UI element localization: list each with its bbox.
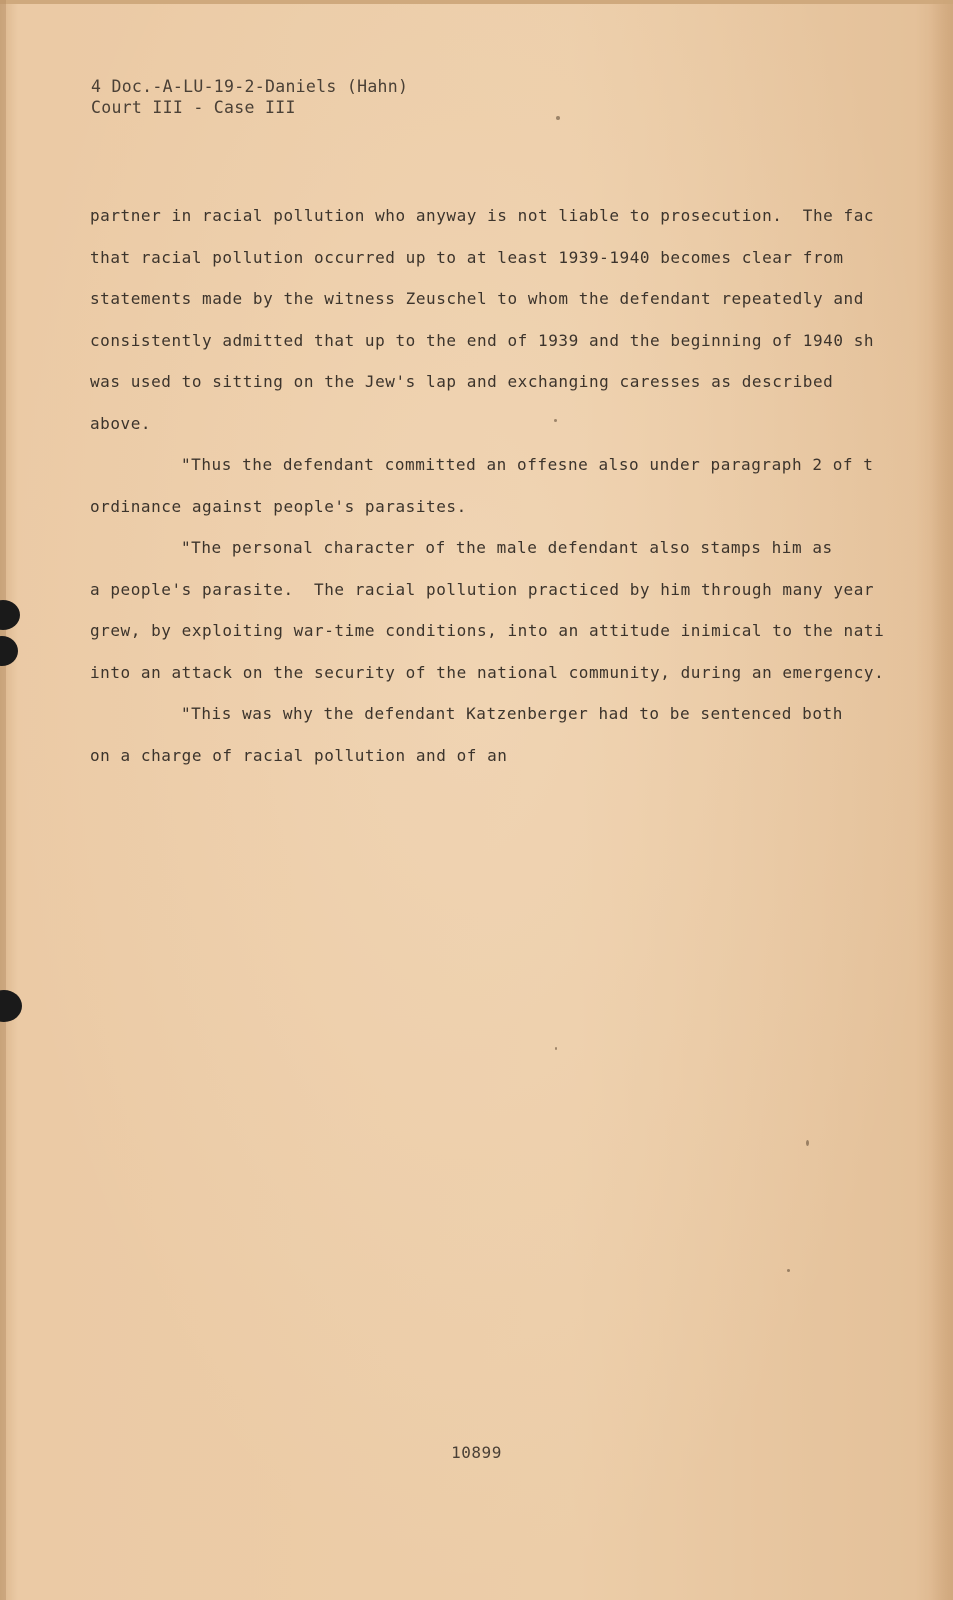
paper-top-edge [0,0,953,4]
paragraph [90,195,890,444]
text-line: "The personal character of the male defendant also stamps him as [181,538,833,557]
punch-hole-bottom [0,990,22,1022]
paper-speck [806,1140,809,1146]
page-number: 10899 [451,1443,502,1462]
text-line: consistently admitted that up to the end of 1939 and the beginning of 1940 sh [90,330,875,350]
paper-speck [787,1269,790,1272]
text-line: ordinance against people's parasites. [90,496,467,516]
paper-speck [556,116,560,120]
text-line: "This was why the defendant Katzenberger had to be sentenced both [181,704,843,723]
text-line: partner in racial pollution who anyway is not liable to prosecution. The fac [90,206,875,225]
paragraph [90,693,890,776]
punch-hole-middle [0,636,18,666]
text-line: "Thus the defendant committed an offesne also under paragraph 2 of t [181,455,874,474]
text-line: statements made by the witness Zeuschel to whom the defendant repeatedly and [90,289,864,308]
paper-left-edge [0,0,6,1600]
text-line: that racial pollution occurred up to at least 1939-1940 becomes clear from [90,247,844,267]
document-body [90,195,890,776]
text-line: above. [90,413,152,433]
text-line: into an attack on the security of the national community, during an emergency. [90,662,885,682]
paragraph [90,527,890,693]
paper-right-shadow [931,0,953,1600]
text-line: a people's parasite. The racial pollution practiced by him through many year [90,579,875,599]
text-line: on a charge of racial pollution and of an [90,745,508,765]
document-header [91,76,408,118]
paper-speck [555,1047,557,1050]
punch-hole-top [0,600,20,630]
header-reference: 4 Doc.-A-LU-19-2-Daniels (Hahn) [91,77,409,96]
paragraph [90,444,890,527]
header-court: Court III - Case III [91,98,296,117]
text-line: grew, by exploiting war-time conditions, into an attitude inimical to the nati [90,621,885,640]
text-line: was used to sitting on the Jew's lap and exchanging caresses as described [90,372,834,391]
